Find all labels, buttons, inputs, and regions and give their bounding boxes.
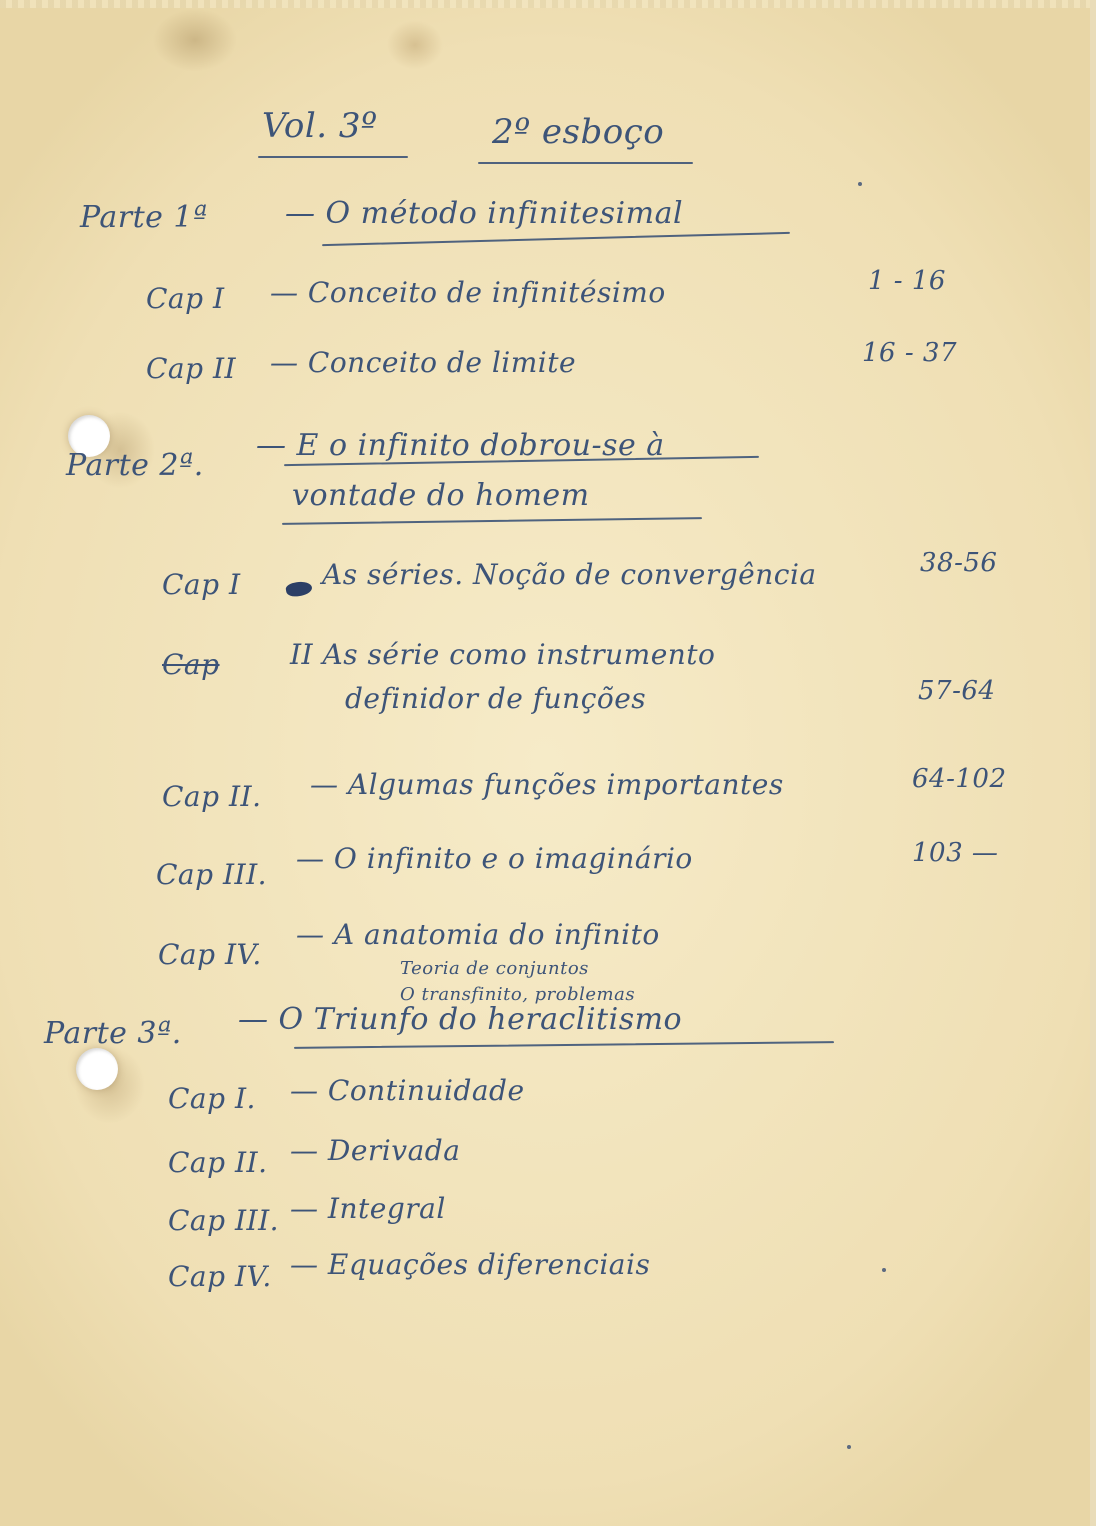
part-2-label: Parte 2ª. bbox=[66, 448, 204, 483]
part-2-chap-1-pages: 38-56 bbox=[920, 548, 998, 578]
part-2-chap-3-pages: 103 — bbox=[912, 838, 999, 868]
part-1-label: Parte 1ª bbox=[80, 200, 208, 235]
part-1-chap-2-title: — Conceito de limite bbox=[270, 346, 577, 379]
part-3-title: — O Triunfo do heraclitismo bbox=[238, 1002, 683, 1037]
part-2-struck-label: Cap bbox=[162, 648, 220, 681]
part-3-underline bbox=[294, 1041, 834, 1049]
part-2-chap-1-title: As séries. Noção de convergência bbox=[322, 558, 817, 591]
punch-hole-bottom bbox=[76, 1048, 118, 1090]
part-2-chap-4-note-1: Teoria de conjuntos bbox=[400, 958, 589, 979]
part-2-chap-1b-pages: 57-64 bbox=[918, 676, 996, 706]
part-2-chap-3-title: — O infinito e o imaginário bbox=[296, 842, 693, 875]
part-3-chap-1-label: Cap I. bbox=[168, 1082, 256, 1115]
part-3-chap-4-title: — Equações diferenciais bbox=[290, 1248, 651, 1281]
part-1-underline bbox=[322, 232, 790, 246]
part-2-chap-1b-title-cont: definidor de funções bbox=[345, 682, 647, 715]
part-3-chap-3-label: Cap III. bbox=[168, 1204, 280, 1237]
part-2-title-cont-underline bbox=[282, 517, 702, 525]
title-draft: 2º esboço bbox=[492, 112, 665, 152]
title-draft-underline bbox=[478, 162, 693, 164]
part-1-title: — O método infinitesimal bbox=[285, 196, 684, 231]
part-2-chap-2-label: Cap II. bbox=[162, 780, 262, 813]
part-1-chap-2-pages: 16 - 37 bbox=[862, 338, 957, 368]
perforated-edge bbox=[0, 0, 1090, 8]
part-3-chap-2-title: — Derivada bbox=[290, 1134, 461, 1167]
part-2-chap-3-label: Cap III. bbox=[156, 858, 268, 891]
part-2-chap-2-title: — Algumas funções importantes bbox=[310, 768, 784, 801]
part-2-chap-4-label: Cap IV. bbox=[158, 938, 262, 971]
part-1-chap-1-pages: 1 - 16 bbox=[868, 266, 946, 296]
ink-speck bbox=[847, 1445, 851, 1449]
part-2-chap-4-title: — A anatomia do infinito bbox=[296, 918, 660, 951]
part-3-chap-3-title: — Integral bbox=[290, 1192, 446, 1225]
part-1-chap-1-label: Cap I bbox=[146, 282, 225, 315]
part-2-chap-2-pages: 64-102 bbox=[912, 764, 1007, 794]
ink-speck bbox=[858, 182, 862, 186]
part-2-chap-4-note-2: O transfinito, problemas bbox=[400, 984, 636, 1005]
title-volume-underline bbox=[258, 156, 408, 158]
part-3-chap-2-label: Cap II. bbox=[168, 1146, 268, 1179]
part-2-chap-1b-title: II As série como instrumento bbox=[290, 638, 716, 671]
part-2-chap-1-label: Cap I bbox=[162, 568, 241, 601]
part-3-label: Parte 3ª. bbox=[44, 1016, 182, 1051]
ink-blot bbox=[285, 580, 313, 598]
part-3-chap-4-label: Cap IV. bbox=[168, 1260, 272, 1293]
part-1-chap-1-title: — Conceito de infinitésimo bbox=[270, 276, 666, 309]
part-3-chap-1-title: — Continuidade bbox=[290, 1074, 525, 1107]
part-2-title-cont: vontade do homem bbox=[292, 478, 590, 513]
title-volume: Vol. 3º bbox=[262, 106, 378, 146]
ink-speck bbox=[882, 1268, 886, 1272]
part-1-chap-2-label: Cap II bbox=[146, 352, 237, 385]
part-2-title: — E o infinito dobrou-se à bbox=[256, 428, 665, 463]
